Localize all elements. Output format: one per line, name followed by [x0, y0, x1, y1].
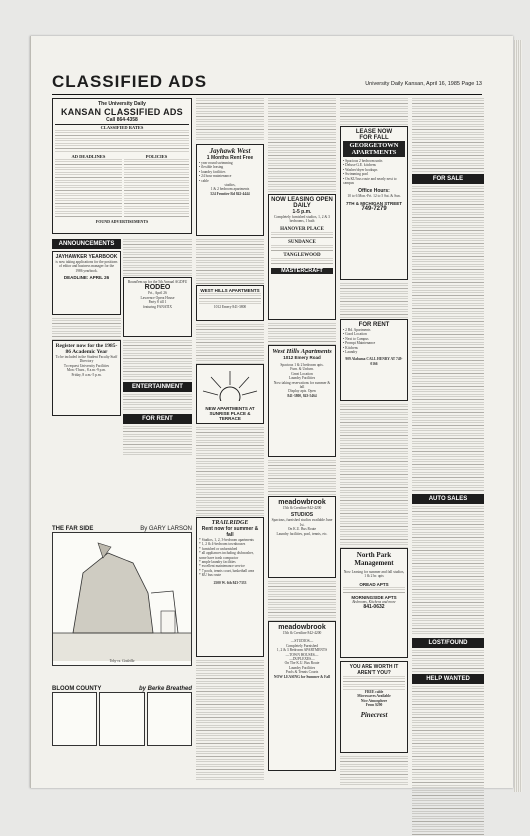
- west-hills-phone: 841-3800, 843-5464: [287, 393, 317, 398]
- col4-text-3: [340, 404, 408, 548]
- meadowbrook-logo: meadowbrook: [278, 624, 326, 631]
- col2-text-top: [196, 98, 264, 142]
- jayhawk-address: 524 Frontier Rd 842-4444: [210, 191, 250, 196]
- trailridge-item: * KU bus route: [199, 573, 222, 578]
- mastercraft-logo: MASTERCRAFT: [271, 268, 333, 274]
- meadowbrook-item: 1, 2 & 3 Bedroom APARTMENTS: [276, 648, 328, 653]
- found-heading: FOUND ADVERTISEMENTS: [95, 219, 149, 224]
- for-rent-bar: FOR RENT: [123, 414, 192, 424]
- rates-table: [55, 130, 189, 152]
- far-side-comic: [52, 526, 192, 666]
- for-rent-ad: [340, 319, 408, 401]
- jayhawk-item: • 24 hour maintenance: [199, 174, 232, 179]
- trailridge-address: 2500 W. 6th 843-7333: [213, 580, 247, 585]
- meadowbrook-line2: Spacious, furnished studios available June 1st.: [271, 518, 333, 527]
- auto-sales-listings: [412, 506, 484, 636]
- west-hills-apartments-title: West Hills Apartments: [272, 348, 332, 355]
- for-sale-listings: [412, 186, 484, 492]
- issue-line: University Daily Kansan, April 16, 1985 Page 13: [365, 81, 482, 87]
- west-hills-line3: Great Location: [291, 371, 313, 376]
- west-hills-address: 1012 Emery 841-3800: [213, 305, 247, 309]
- georgetown-item: • Spacious 2 bedroom units: [343, 159, 383, 163]
- georgetown-ad: [340, 126, 408, 280]
- north-park-oread: OREAD APTS: [359, 581, 389, 587]
- meadowbrook-address: 15th & Crestline 842-4200: [282, 631, 322, 635]
- pinecrest-microwaves: Microwaves Available: [357, 694, 391, 699]
- pinecrest-headline: YOU ARE WORTH IT AREN'T YOU?: [349, 664, 399, 676]
- meadowbrook-line4: Laundry facilities, pool, tennis, etc.: [276, 531, 328, 536]
- register-hours2: Friday, 8 a.m.-5 p.m.: [71, 372, 102, 377]
- pinecrest-cable: FREE cable: [364, 690, 384, 694]
- for-rent-contact: 909 Alabama CALL HENRY AT 749-0166: [345, 357, 403, 366]
- tanglewood: TANGLEWOOD: [283, 252, 321, 258]
- jayhawker-ad: [52, 251, 121, 315]
- rates-heading: CLASSIFIED RATES: [55, 124, 189, 130]
- for-rent-text: [123, 426, 192, 456]
- trailridge-item: * furnished or unfurnished: [199, 546, 238, 551]
- meadowbrook-apartments-ad: [268, 621, 336, 771]
- kansan-title: KANSAN CLASSIFIED ADS: [61, 107, 183, 117]
- meadowbrook-item: —STUDIOS—: [290, 639, 314, 644]
- jayhawk-item: • flexible leasing: [199, 165, 224, 170]
- pinecrest-ad: [340, 661, 408, 753]
- meadowbrook-item: NOW LEASING for Summer & Fall: [273, 674, 331, 679]
- col2-text-3: [196, 427, 264, 517]
- jayhawk-item: • laundry facilities: [199, 169, 226, 174]
- sunrise-place-ad: [196, 364, 264, 424]
- jayhawker-title: JAYHAWKER YEARBOOK: [55, 254, 118, 260]
- deadlines-heading: AD DEADLINES: [71, 154, 106, 159]
- lost-found-bar: LOST/FOUND: [412, 638, 484, 648]
- jayhawk-item: • year round swimming: [199, 161, 233, 165]
- bloom-panel-3: [147, 692, 192, 746]
- jayhawk-rent-free: 1 Months Rent Free: [206, 155, 254, 161]
- for-rent-title: FOR RENT: [358, 322, 390, 328]
- meadowbrook-item: Completely Furnished: [285, 643, 319, 648]
- for-rent-item: • Next to Campus: [343, 336, 369, 341]
- rodeo-line1: Round'em up for the 5th Annual AGDFU: [127, 280, 188, 284]
- rodeo-title: RODEO: [144, 284, 171, 292]
- page-stack-edge: [514, 40, 522, 792]
- col4-text-2: [340, 283, 408, 319]
- rodeo-date: Fri., April 26: [148, 291, 167, 296]
- north-park-title: North Park Management: [354, 551, 394, 567]
- jayhawk-item: studios,: [224, 183, 236, 188]
- announcements-bar: ANNOUNCEMENTS: [52, 239, 121, 249]
- sunburst-icon: [199, 367, 261, 401]
- hanover-place: HANOVER PLACE: [280, 226, 324, 232]
- trailridge-item: * Studios, 1, 2, 3-bedroom apartments: [199, 538, 254, 542]
- rodeo-party: Party 8 till 1: [148, 300, 167, 305]
- col5-text-top: [412, 98, 484, 172]
- deadlines-text: [55, 159, 122, 219]
- for-sale-bar: FOR SALE: [412, 174, 484, 184]
- trailridge-item: * 7 pools, tennis court, basketball area: [199, 568, 255, 573]
- pinecrest-atmosphere: Nice Atmosphere: [360, 698, 388, 703]
- register-line2: To be included in the Student Faculty Staff Directory: [55, 355, 118, 364]
- georgetown-name: GEORGETOWN APARTMENTS: [343, 141, 405, 157]
- jayhawk-west-logo: Jayhawk West: [209, 147, 251, 155]
- meadowbrook-item: —TOWN HOUSES—: [285, 652, 319, 657]
- west-hills-line4: Laundry Facilities: [288, 376, 316, 381]
- col4-text-bottom: [340, 756, 408, 786]
- bloom-county-author: by Berke Breathed: [138, 686, 192, 692]
- help-wanted-bar: HELP WANTED: [412, 674, 484, 684]
- col2-text-2: [196, 324, 264, 364]
- register-line3: To request University Facilities: [63, 363, 110, 368]
- col3-text-2: [268, 323, 336, 345]
- georgetown-item: • Deluxe G.E. kitchens: [343, 163, 376, 168]
- for-rent-item: • Good Location: [343, 332, 367, 337]
- auto-sales-bar: AUTO SALES: [412, 494, 484, 504]
- meadowbrook-item: Laundry Facilities: [288, 665, 316, 670]
- column-1: [52, 98, 192, 692]
- north-park-line1: Now Leasing for summer and fall studios, 1 & 2 br. apts: [343, 570, 405, 579]
- far-side-panel: [52, 532, 192, 666]
- trailridge-item: * 1, 2 & 4-bedroom townhouses: [199, 542, 246, 547]
- for-rent-item: • Kitchens: [343, 345, 358, 350]
- meadowbrook-item: —DUPLEXES—: [289, 657, 315, 662]
- west-hills-small-ad: [196, 285, 264, 321]
- column-3: [268, 98, 336, 774]
- trailridge-headline: Rent now for summer & fall: [201, 526, 259, 538]
- col2-text-mid: [196, 239, 264, 285]
- trailridge-item: * all appliances including dishwasher, some have trash compactor: [199, 551, 254, 560]
- entertainment-bar: ENTERTAINMENT: [123, 382, 192, 392]
- rodeo-venue: Lawrence Opera House: [140, 295, 175, 300]
- georgetown-address: 7TH & MICHIGAN STREET: [345, 200, 402, 206]
- sundance: SUNDANCE: [288, 239, 316, 245]
- trailridge-ad: [196, 517, 264, 657]
- georgetown-item: • Swimming pool: [343, 172, 369, 177]
- far-side-drawing: [53, 533, 191, 661]
- col2-text-bottom: [196, 660, 264, 780]
- col3-text-3: [268, 460, 336, 496]
- north-park-line4: Bedrooms, Kitchens and more: [352, 599, 396, 604]
- now-leasing-title: NOW LEASING OPEN DAILY: [271, 197, 333, 209]
- col4-text-top: [340, 98, 408, 126]
- for-rent-item: • 2 Bd. Apartments: [343, 328, 371, 332]
- kansan-rates-box: [52, 98, 192, 234]
- sunrise-line1: NEW APARTMENTS AT: [205, 406, 255, 411]
- far-side-title: THE FAR SIDE: [52, 526, 94, 532]
- north-park-ad: [340, 548, 408, 658]
- meadowbrook-address: 15th & Crestline 842-4200: [282, 506, 322, 510]
- column-5: [412, 98, 484, 836]
- west-hills-title: WEST HILLS APARTMENTS: [200, 288, 260, 293]
- section-header: [52, 72, 482, 95]
- trailridge-item: * ample laundry facilities: [199, 560, 236, 565]
- pinecrest-price: From $290: [365, 703, 383, 708]
- meadowbrook-line3: On K.U. Bus Route: [287, 527, 317, 532]
- west-hills-line2: Furn. & Unfurn.: [290, 367, 314, 372]
- north-park-phone: 841-0632: [363, 604, 385, 611]
- pinecrest-logo: Pinecrest: [360, 710, 388, 719]
- jayhawk-item: 1 & 2 bedroom apartments: [210, 187, 250, 192]
- georgetown-phone: 749-7279: [361, 205, 387, 212]
- now-leasing-desc: Completely furnished studios, 1, 2 & 3 bedrooms, 1 bath: [274, 215, 330, 224]
- meadowbrook-item: On The K.U. Bus Route: [284, 661, 320, 666]
- col3-text-top: [268, 98, 336, 194]
- georgetown-lease-now: LEASE NOW: [355, 129, 393, 135]
- jayhawker-deadline: DEADLINE: APRIL 26: [63, 275, 110, 281]
- georgetown-hours: 10 to 6 Mon.-Fri. 12 to 5 Sat. & Sun.: [347, 194, 401, 199]
- meadowbrook-logo: meadowbrook: [278, 499, 326, 506]
- column-4: [340, 98, 408, 786]
- georgetown-for-fall: FOR FALL: [359, 135, 389, 141]
- col3-text-4: [268, 581, 336, 621]
- rodeo-band: featuring FANATIX: [143, 304, 172, 309]
- col1c-text: [123, 340, 192, 380]
- jayhawk-item: • cable: [199, 178, 209, 183]
- west-hills-apartments-ad: [268, 345, 336, 457]
- announcement-text: [52, 318, 121, 340]
- kansan-line1: The University Daily: [98, 101, 146, 107]
- georgetown-item: • Washer/dryer hookups: [343, 167, 378, 172]
- kansan-phone: Call 864-4358: [106, 117, 138, 123]
- rodeo-ad: [123, 277, 192, 337]
- meadowbrook-item: Pools & Tennis Courts: [285, 670, 319, 675]
- west-hills-line5: Now taking reservations for summer & fall: [273, 380, 331, 390]
- register-title: Register now for the 1985-86 Academic Year: [55, 343, 118, 355]
- lost-found-listings: [412, 650, 484, 672]
- bloom-county-comic: [52, 686, 192, 746]
- bloom-panel-1: [52, 692, 97, 746]
- trailridge-item: * excellent maintenance service: [199, 564, 245, 569]
- bloom-county-title: BLOOM COUNTY: [52, 686, 102, 692]
- far-side-caption: Toby vs. Godzilla: [109, 658, 135, 663]
- far-side-author: By GARY LARSON: [140, 526, 192, 532]
- bloom-panel-2: [99, 692, 144, 746]
- georgetown-item: • On KU bus route and nearly next to campus: [343, 176, 397, 186]
- meadowbrook-studios: STUDIOS: [290, 512, 314, 519]
- column-2: [196, 98, 264, 780]
- section-logo: CLASSIFIED ADS: [52, 72, 208, 91]
- register-hours1: Mon.-Thurs., 8 a.m.-9 p.m.: [66, 368, 107, 373]
- mastercraft-ad: [268, 194, 336, 320]
- trailridge-logo: TRAILRIDGE: [211, 520, 249, 526]
- west-hills-line1: Spacious 1 & 2 bedroom apts.: [280, 363, 324, 367]
- meadowbrook-studios-ad: [268, 496, 336, 578]
- now-leasing-hours: 1-5 p.m.: [292, 209, 312, 215]
- georgetown-office: Office Hours:: [358, 188, 390, 195]
- sunrise-line2: SUNRISE PLACE & TERRACE: [209, 411, 251, 421]
- col1b-text: [123, 239, 192, 277]
- for-rent-item: • Prompt Maintenance: [343, 341, 376, 346]
- policies-heading: POLICIES: [145, 154, 168, 159]
- west-hills-apartments-address: 1012 Emery Road: [283, 355, 321, 360]
- for-rent-item: • Laundry: [343, 350, 358, 355]
- jayhawker-body: is now taking applications for the positions of editor and business manager for the 1986 yearbook.: [55, 260, 118, 273]
- register-ad: [52, 340, 121, 416]
- policies-text: [124, 159, 189, 219]
- west-hills-line6: Display apts. Open: [288, 389, 316, 394]
- jayhawk-west-ad: [196, 144, 264, 236]
- entertainment-text: [123, 394, 192, 412]
- north-park-morningside: MORNINGSIDE APTS: [351, 594, 397, 600]
- help-wanted-listings: [412, 686, 484, 836]
